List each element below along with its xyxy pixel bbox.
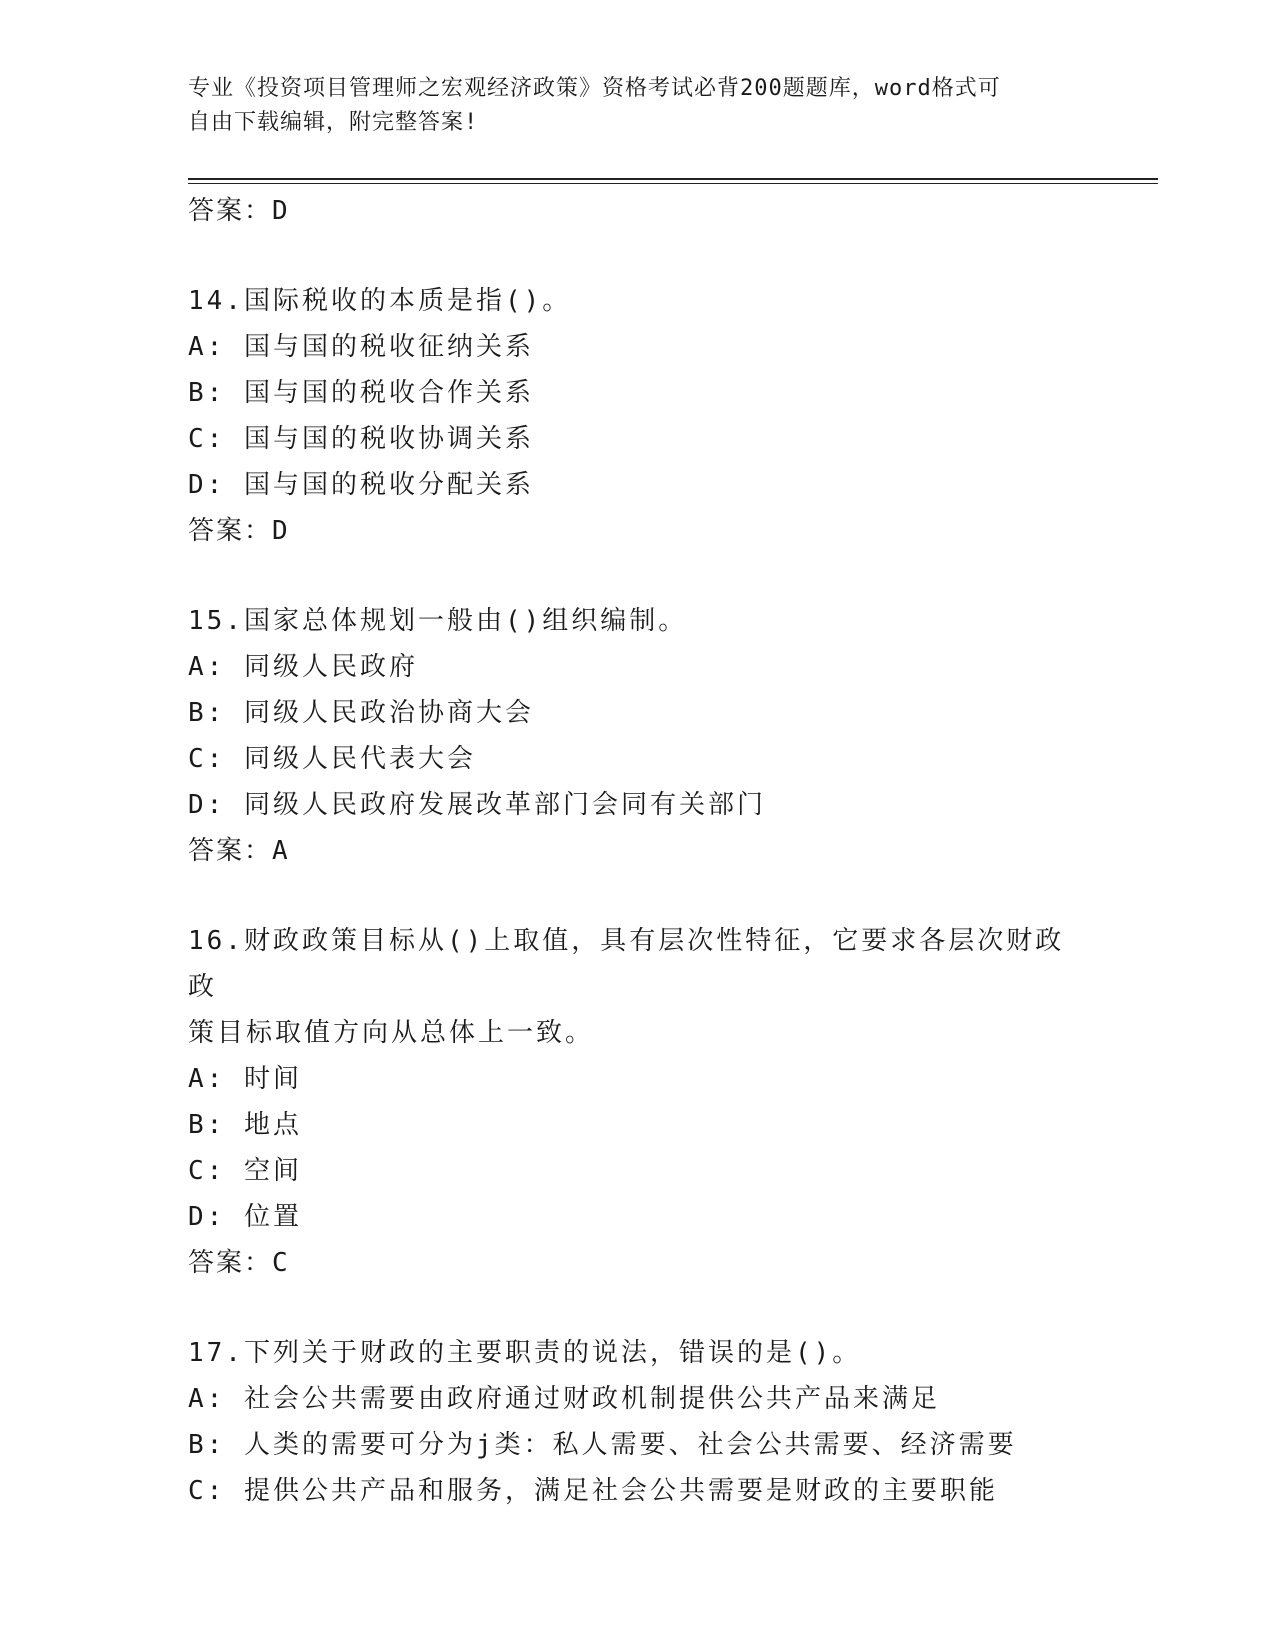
answer-line: 答案：C: [188, 1248, 290, 1278]
header-line-2: 自由下载编辑，附完整答案!: [188, 110, 479, 135]
question-16: [188, 918, 1088, 1286]
question-list: [188, 188, 1088, 1514]
question-17: [188, 1330, 1088, 1514]
question-title: 15.国家总体规划一般由()组织编制。: [188, 606, 688, 636]
option-d: D: 位置: [188, 1202, 302, 1232]
option-c: C: 国与国的税收协调关系: [188, 424, 534, 454]
answer-line: 答案：A: [188, 836, 290, 866]
option-a: A: 时间: [188, 1064, 302, 1094]
spacer: [188, 1286, 1088, 1330]
question-title: 14.国际税收的本质是指()。: [188, 286, 572, 316]
option-c: C: 提供公共产品和服务，满足社会公共需要是财政的主要职能: [188, 1476, 998, 1506]
option-a: A: 同级人民政府: [188, 652, 418, 682]
header-line-1: 专业《投资项目管理师之宏观经济政策》资格考试必背200题题库，word格式可: [188, 76, 1001, 101]
question-14: [188, 278, 1088, 554]
spacer: [188, 874, 1088, 918]
option-d: D: 同级人民政府发展改革部门会同有关部门: [188, 790, 766, 820]
option-b: B: 国与国的税收合作关系: [188, 378, 534, 408]
option-a: A: 社会公共需要由政府通过财政机制提供公共产品来满足: [188, 1384, 940, 1414]
option-a: A: 国与国的税收征纳关系: [188, 332, 534, 362]
answer-line: 答案：D: [188, 516, 290, 546]
document-header: [188, 72, 1088, 140]
header-divider: [188, 178, 1158, 184]
option-b: B: 人类的需要可分为j类：私人需要、社会公共需要、经济需要: [188, 1430, 1017, 1460]
spacer: [188, 554, 1088, 598]
question-title-line-2: 策目标取值方向从总体上一致。: [188, 1018, 595, 1048]
option-d: D: 国与国的税收分配关系: [188, 470, 534, 500]
option-c: C: 同级人民代表大会: [188, 744, 476, 774]
option-c: C: 空间: [188, 1156, 302, 1186]
question-title: 17.下列关于财政的主要职责的说法，错误的是()。: [188, 1338, 862, 1368]
spacer: [188, 234, 1088, 278]
previous-answer: 答案：D: [188, 196, 290, 226]
question-title-line-1: 16.财政政策目标从()上取值，具有层次性特征，它要求各层次财政政: [188, 926, 1065, 1002]
option-b: B: 地点: [188, 1110, 302, 1140]
question-15: [188, 598, 1088, 874]
option-b: B: 同级人民政治协商大会: [188, 698, 534, 728]
